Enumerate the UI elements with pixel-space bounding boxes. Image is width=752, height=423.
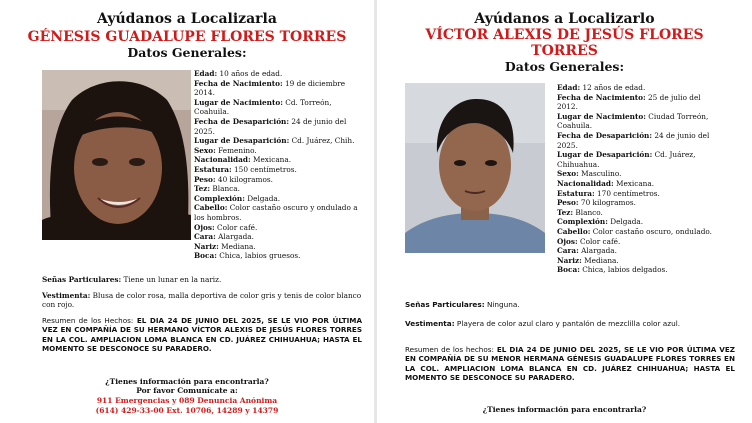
detail-value: Alargada. [578, 246, 617, 256]
detail-label: Tez: [557, 207, 574, 217]
detail-value: 2014. [194, 88, 215, 98]
detail-label: Complexión: [557, 217, 608, 227]
senas-value: Ninguna. [484, 300, 520, 309]
poster-heading: Ayúdanos a Localizarlo [474, 11, 655, 27]
detail-label: Edad: [194, 69, 218, 78]
detail-label: Nacionalidad: [194, 155, 251, 165]
detail-label: Fecha de Nacimiento: [557, 92, 646, 102]
resumen-text: EL DIA 24 DE JUNIO DEL 2025, SE LE VIO POR ÚLTIMA VEZ EN COMPAÑÍA DE SU HERMANO VÍCTOR ALEXIS DE JESÚS FLORES TORRES EN LA COL. AMPLIACION LOMA BLANCA EN CD. JUÁREZ CHIHUAHUA; HASTA EL MOMENTO SE DESCONOCE SU PARADERO. [42, 316, 363, 354]
detail-value: Delgada. [244, 193, 281, 203]
detail-label: Fecha de Desaparición: [557, 130, 653, 140]
detail-row [194, 232, 358, 242]
detail-value: Color café. [577, 236, 621, 246]
detail-value: 40 kilogramos. [215, 174, 273, 184]
detail-label: Cabello: [557, 226, 591, 236]
detail-row [557, 121, 712, 131]
footer-emergency-numbers: 911 Emergencias y 089 Denuncia Anónima [96, 396, 278, 405]
resumen-text: EL DIA 24 DE JUNIO DEL 2025, SE LE VIO POR ÚLTIMA VEZ EN COMPAÑÍA DE SU MENOR HERMANA GÉNESIS GUADALUPE FLORES TORRES EN LA COL. AMPLIACION LOMA BLANCA EN CD. JUÁREZ CHIHUAHUA; HASTA EL MOMENTO SE DESCONOCE SU PARADERO. [405, 345, 735, 383]
missing-person-photo [405, 83, 545, 253]
datos-generales-list [557, 83, 712, 275]
detail-row [557, 256, 712, 266]
footer-question: ¿Tienes información para encontrarla? [482, 405, 647, 414]
detail-row [557, 141, 712, 151]
detail-value: Cd. Torreón, [282, 97, 332, 107]
senas-particulares [42, 275, 362, 284]
detail-row [194, 165, 358, 175]
detail-value: Blanca. [210, 184, 240, 194]
detail-row [194, 117, 358, 127]
detail-value: Mediana. [218, 241, 256, 251]
missing-poster-genesis [0, 0, 374, 423]
detail-row [194, 194, 358, 204]
datos-generales-heading: Datos Generales: [504, 59, 625, 74]
vestimenta-value: Blusa de color rosa, malla deportiva de color gris y tenis de color blanco con rojo. [42, 291, 362, 310]
detail-label: Fecha de Desaparición: [194, 116, 290, 126]
detail-value: Alargada. [215, 232, 254, 242]
detail-row [557, 83, 712, 93]
detail-row [557, 198, 712, 208]
detail-value: Cd. Juárez, [652, 150, 696, 160]
detail-row [194, 107, 358, 117]
detail-value: 12 años de edad. [580, 83, 646, 92]
detail-value: Color castaño oscuro, ondulado. [590, 226, 712, 236]
footer-question: ¿Tienes información para encontrarla? [105, 377, 269, 386]
detail-label: Edad: [557, 83, 581, 92]
detail-row [557, 150, 712, 160]
missing-person-photo [42, 70, 191, 240]
vestimenta [42, 291, 362, 310]
vestimenta-label: Vestimenta: [42, 291, 91, 300]
detail-value: 70 kilogramos. [578, 198, 636, 208]
detail-value: Coahuila. [557, 121, 593, 131]
detail-value: Chica, labios gruesos. [216, 251, 301, 261]
detail-row [194, 98, 358, 108]
detail-label: Boca: [557, 265, 580, 275]
detail-label: Peso: [557, 198, 579, 208]
detail-label: Cabello: [194, 203, 228, 213]
senas-value: Tiene un lunar en la nariz. [121, 275, 222, 284]
resumen-de-hechos [42, 316, 362, 354]
vestimenta-label: Vestimenta: [405, 319, 455, 328]
detail-value: Color castaño oscuro y ondulado a [227, 203, 358, 213]
detail-label: Lugar de Desaparición: [557, 150, 653, 160]
detail-value: Color café. [214, 222, 258, 232]
senas-label: Señas Particulares: [42, 275, 122, 284]
detail-row [194, 184, 358, 194]
detail-label: Ojos: [194, 222, 215, 232]
resumen-label: Resumen de los Hechos: [42, 316, 134, 325]
detail-label: Tez: [194, 184, 211, 194]
detail-value: 19 de diciembre [282, 78, 346, 88]
detail-row [194, 88, 358, 98]
detail-value: Chica, labios delgados. [579, 265, 668, 275]
detail-value: 2012. [557, 102, 578, 112]
poster-heading: Ayúdanos a Localizarla [97, 11, 277, 27]
detail-row [194, 242, 358, 252]
detail-row [194, 146, 358, 156]
missing-person-name-line2: TORRES [531, 43, 598, 59]
detail-row [557, 208, 712, 218]
detail-label: Ojos: [557, 236, 578, 246]
detail-row [194, 203, 358, 213]
detail-value: Femenino. [215, 145, 257, 155]
detail-value: Cd. Juárez, Chih. [289, 136, 355, 146]
detail-row [557, 217, 712, 227]
datos-generales-list [194, 69, 358, 261]
detail-value: Mexicana. [250, 155, 292, 165]
detail-row [557, 160, 712, 170]
detail-label: Lugar de Desaparición: [194, 136, 290, 146]
detail-value: 24 de junio del [652, 130, 710, 140]
detail-value: los hombros. [194, 212, 242, 222]
detail-row [557, 237, 712, 247]
detail-row [557, 112, 712, 122]
detail-value: Masculino. [578, 169, 622, 179]
detail-row [194, 79, 358, 89]
detail-row [557, 189, 712, 199]
detail-value: Chihuahua. [557, 159, 600, 169]
detail-label: Nacionalidad: [557, 178, 614, 188]
detail-row [194, 127, 358, 137]
detail-row [194, 223, 358, 233]
detail-label: Lugar de Nacimiento: [194, 97, 283, 107]
resumen-de-hechos [405, 345, 735, 383]
senas-label: Señas Particulares: [405, 300, 485, 309]
detail-row [557, 102, 712, 112]
detail-label: Lugar de Nacimiento: [557, 111, 646, 121]
footer-contact: Por favor Comunícate a: [136, 386, 238, 395]
detail-label: Estatura: [557, 188, 595, 198]
detail-row [557, 265, 712, 275]
detail-row [194, 175, 358, 185]
detail-row [194, 69, 358, 79]
vestimenta [405, 319, 735, 328]
detail-label: Cara: [557, 246, 579, 256]
detail-label: Complexión: [194, 193, 245, 203]
detail-row [194, 251, 358, 261]
datos-generales-heading: Datos Generales: [127, 45, 247, 60]
detail-label: Peso: [194, 174, 216, 184]
missing-person-name-line1: VÍCTOR ALEXIS DE JESÚS FLORES [425, 27, 704, 43]
detail-value: 2025. [557, 140, 578, 150]
detail-label: Nariz: [194, 241, 219, 251]
detail-value: 150 centímetros. [231, 164, 297, 174]
detail-value: 2025. [194, 126, 215, 136]
resumen-label: Resumen de los hechos: [405, 345, 494, 354]
detail-label: Sexo: [194, 145, 216, 155]
detail-label: Sexo: [557, 169, 579, 179]
detail-value: 25 de julio del [645, 92, 701, 102]
detail-row [194, 155, 358, 165]
detail-value: Blanco. [573, 207, 603, 217]
detail-value: Mediana. [581, 255, 619, 265]
detail-label: Fecha de Nacimiento: [194, 78, 283, 88]
detail-value: Coahuila. [194, 107, 230, 117]
detail-label: Cara: [194, 232, 216, 242]
missing-poster-victor [377, 0, 752, 423]
detail-row [557, 93, 712, 103]
detail-row [557, 246, 712, 256]
detail-value: 10 años de edad. [217, 69, 283, 78]
detail-row [194, 136, 358, 146]
detail-label: Boca: [194, 251, 217, 261]
detail-value: 24 de junio del [289, 116, 347, 126]
detail-row [557, 179, 712, 189]
detail-label: Nariz: [557, 255, 582, 265]
detail-row [194, 213, 358, 223]
detail-value: 170 centímetros. [594, 188, 660, 198]
missing-person-name: GÉNESIS GUADALUPE FLORES TORRES [27, 29, 347, 45]
senas-particulares [405, 300, 735, 309]
detail-row [557, 227, 712, 237]
vestimenta-value: Playera de color azul claro y pantalón de mezclilla color azul. [454, 319, 681, 328]
detail-value: Mexicana. [613, 178, 655, 188]
detail-value: Delgada. [607, 217, 644, 227]
detail-value: Ciudad Torreón, [645, 111, 709, 121]
footer-phone-extensions: (614) 429-33-00 Ext. 10706, 14289 y 14379 [95, 406, 279, 415]
detail-label: Estatura: [194, 164, 232, 174]
detail-row [557, 169, 712, 179]
detail-row [557, 131, 712, 141]
